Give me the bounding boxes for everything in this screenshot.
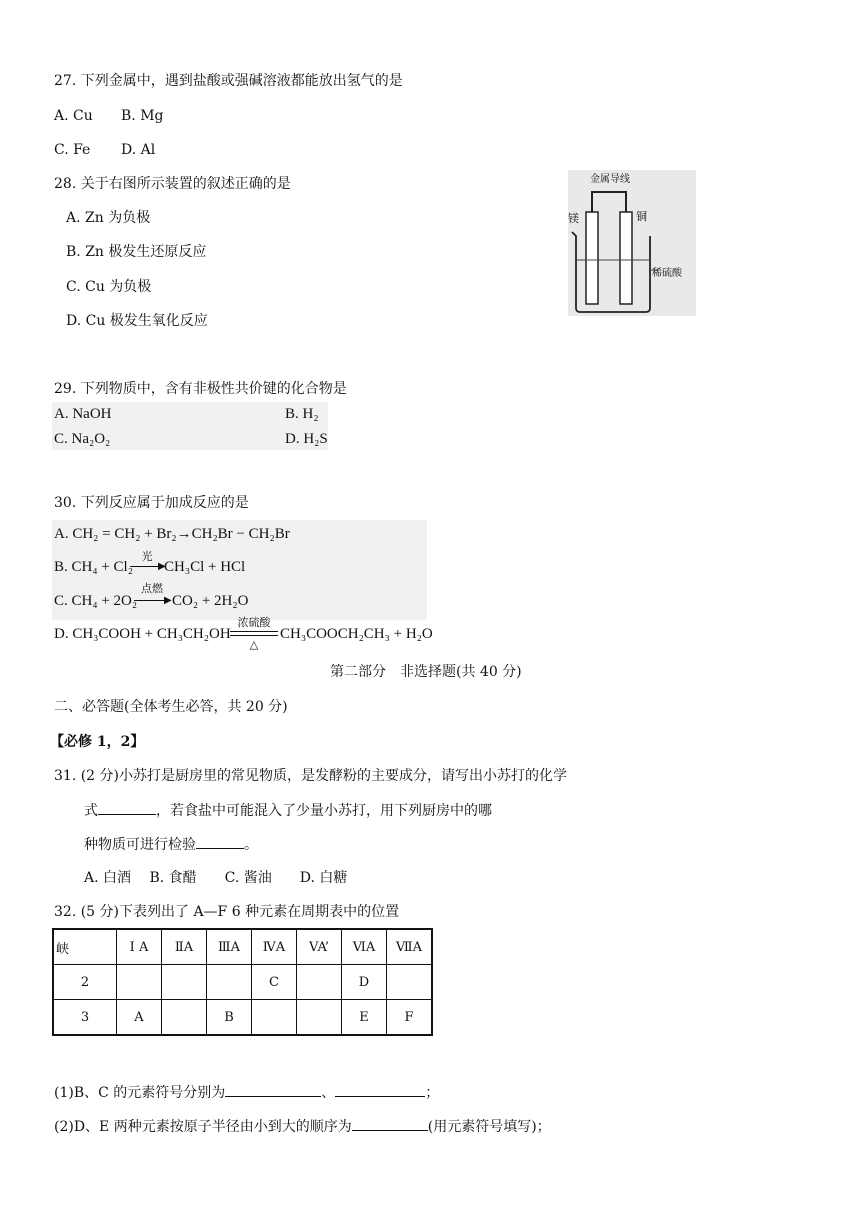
q30-option-b-right: CH₃Cl + HCl xyxy=(164,559,246,575)
table-cell xyxy=(117,965,162,1000)
q32-sub1-blank-c[interactable] xyxy=(335,1083,425,1097)
q31-line2 xyxy=(84,801,492,820)
q30-option-c-arrow xyxy=(134,600,166,601)
q31-formula-blank[interactable] xyxy=(98,801,156,815)
wire-label: 金属导线 xyxy=(590,174,630,185)
q32-sub1-suffix: ； xyxy=(425,1085,440,1101)
q30-option-c-left: C. CH₄ + 2O₂ xyxy=(54,593,138,609)
table-header-cell: ⅦA xyxy=(387,929,433,965)
q32-sub2 xyxy=(54,1117,551,1136)
table-row xyxy=(53,965,432,1000)
q30-option-d-left: D. CH₃COOH + CH₃CH₂OH xyxy=(54,626,231,642)
part2-heading: 第二部分 非选择题(共 40 分) xyxy=(330,664,522,680)
table-cell xyxy=(162,1000,207,1036)
q30-option-c-condition: 点燃 xyxy=(141,582,163,595)
table-header-cell: 峡 xyxy=(53,929,117,965)
table-header-cell: ⅥA xyxy=(342,929,387,965)
q29-option-d: D. H₂S xyxy=(285,431,328,447)
magnesium-label: 镁 xyxy=(568,212,579,225)
q32-sub2-blank[interactable] xyxy=(352,1117,428,1131)
q28-stem: 28. 关于右图所示装置的叙述正确的是 xyxy=(54,176,291,192)
q32-sub2-prefix: (2)D、E 两种元素按原子半径由小到大的顺序为 xyxy=(54,1119,352,1135)
periodic-table-header-row xyxy=(53,929,432,965)
q30-stem: 30. 下列反应属于加成反应的是 xyxy=(54,495,249,511)
table-cell: E xyxy=(342,1000,387,1036)
table-cell xyxy=(387,965,433,1000)
q30-option-c-right: CO₂ + 2H₂O xyxy=(172,593,249,609)
q32-sub1 xyxy=(54,1083,439,1102)
table-cell xyxy=(252,1000,297,1036)
table-header-cell: VA’ xyxy=(297,929,342,965)
q28-option-c: C. Cu 为负极 xyxy=(66,279,152,295)
sulfuric-acid-label: 稀硫酸 xyxy=(652,268,682,279)
q27-option-a: A. Cu xyxy=(54,108,93,124)
table-cell xyxy=(162,965,207,1000)
q32-sub1-blank-b[interactable] xyxy=(225,1083,321,1097)
q28-option-b: B. Zn 极发生还原反应 xyxy=(66,244,207,260)
q30-option-d-condition-bottom: △ xyxy=(249,638,259,651)
q31-options: A. 白酒 B. 食醋 C. 酱油 D. 白糖 xyxy=(84,870,348,886)
table-cell xyxy=(297,965,342,1000)
galvanic-cell-figure xyxy=(568,170,696,316)
q32-sub2-suffix: (用元素符号填写)； xyxy=(427,1119,551,1135)
q29-option-c: C. Na₂O₂ xyxy=(54,431,111,447)
q30-option-c-arrowhead: ▶ xyxy=(164,595,172,606)
q30-option-a: A. CH₂ = CH₂ + Br₂→CH₂Br − CH₂Br xyxy=(54,526,290,542)
q27-option-c: C. Fe xyxy=(54,142,91,158)
q30-option-d-arrow-forward xyxy=(230,631,278,632)
table-header-cell: Ⅰ A xyxy=(117,929,162,965)
section-heading: 二、必答题(全体考生必答，共 20 分) xyxy=(54,699,288,715)
q27-option-b: B. Mg xyxy=(121,108,164,124)
q28-option-d: D. Cu 极发生氧化反应 xyxy=(66,313,208,329)
q31-line1: 31. (2 分)小苏打是厨房里的常见物质，是发酵粉的主要成分，请写出小苏打的化学 xyxy=(54,768,567,784)
q31-line3-suffix: 。 xyxy=(244,837,258,853)
table-cell: 2 xyxy=(53,965,117,1000)
right-electrode xyxy=(620,212,632,304)
q28-option-a: A. Zn 为负极 xyxy=(66,210,151,226)
table-cell: A xyxy=(117,1000,162,1036)
q31-line3 xyxy=(84,835,258,854)
q30-option-b-arrow xyxy=(130,566,160,567)
q31-test-blank[interactable] xyxy=(196,835,244,849)
table-cell xyxy=(207,965,252,1000)
q30-option-b-arrowhead: ▶ xyxy=(158,561,166,572)
q29-stem: 29. 下列物质中，含有非极性共价键的化合物是 xyxy=(54,381,347,397)
table-row xyxy=(53,1000,432,1036)
q27-option-d: D. Al xyxy=(121,142,156,158)
table-cell: F xyxy=(387,1000,433,1036)
q29-option-b: B. H₂ xyxy=(285,406,319,422)
table-cell: B xyxy=(207,1000,252,1036)
q31-line2-prefix: 式 xyxy=(84,803,98,819)
table-cell: 3 xyxy=(53,1000,117,1036)
q30-option-d-condition-top: 浓硫酸 xyxy=(237,616,271,629)
q30-option-b-condition: 光 xyxy=(141,550,153,563)
table-header-cell: ⅢA xyxy=(207,929,252,965)
q30-option-b-left: B. CH₄ + Cl₂ xyxy=(54,559,133,575)
copper-label: 铜 xyxy=(636,210,647,223)
periodic-table xyxy=(52,928,433,1036)
q31-line2-suffix: ，若食盐中可能混入了少量小苏打，用下列厨房中的哪 xyxy=(156,803,492,819)
galvanic-cell-drawing xyxy=(568,170,696,316)
module-heading: 【必修 1，2】 xyxy=(50,734,145,750)
left-electrode xyxy=(586,212,598,304)
table-cell: C xyxy=(252,965,297,1000)
q29-option-a: A. NaOH xyxy=(54,406,112,422)
q27-stem: 27. 下列金属中，遇到盐酸或强碱溶液都能放出氢气的是 xyxy=(54,73,403,89)
table-header-cell: ⅣA xyxy=(252,929,297,965)
table-header-cell: ⅡA xyxy=(162,929,207,965)
table-cell xyxy=(297,1000,342,1036)
q31-line3-prefix: 种物质可进行检验 xyxy=(84,837,196,853)
q32-sub1-separator: 、 xyxy=(321,1085,336,1101)
table-cell: D xyxy=(342,965,387,1000)
q32-stem: 32. (5 分)下表列出了 A—F 6 种元素在周期表中的位置 xyxy=(54,904,400,920)
q30-option-d-right: CH₃COOCH₂CH₃ + H₂O xyxy=(280,626,433,642)
q32-sub1-prefix: (1)B、C 的元素符号分别为 xyxy=(54,1085,226,1101)
